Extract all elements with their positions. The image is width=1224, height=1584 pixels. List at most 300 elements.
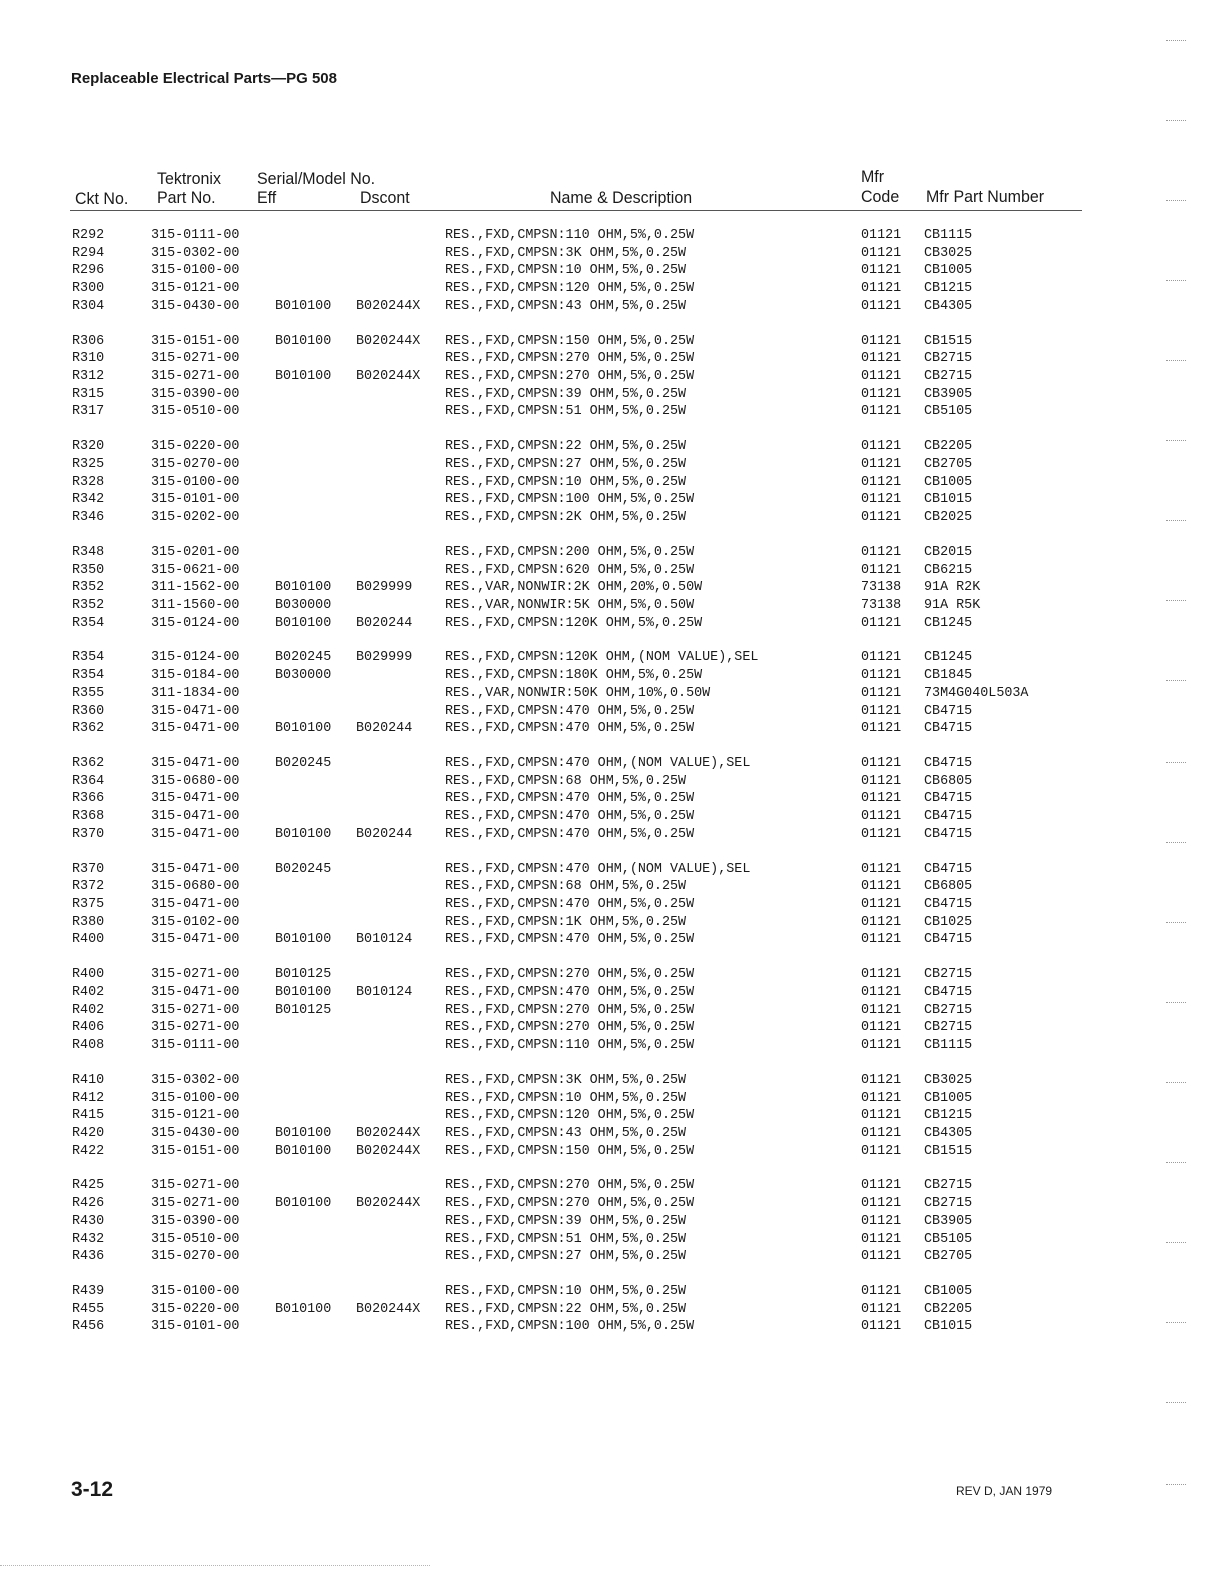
- part-no: 315-0100-00: [151, 263, 240, 279]
- description: RES.,FXD,CMPSN:39 OHM,5%,0.25W: [445, 386, 687, 402]
- margin-mark: [1166, 40, 1186, 41]
- table-row: [0, 1037, 1224, 1055]
- ckt-no: R402: [72, 1002, 105, 1018]
- part-no: 315-0510-00: [151, 1231, 240, 1247]
- ckt-no: R370: [72, 826, 105, 842]
- description: RES.,FXD,CMPSN:51 OHM,5%,0.25W: [445, 1231, 687, 1247]
- eff-serial: B010100: [275, 369, 332, 384]
- eff-serial: B010100: [275, 826, 332, 842]
- mfr-code: 01121: [861, 685, 902, 701]
- eff-serial: B010100: [275, 1196, 332, 1212]
- dscont-serial: B020244X: [356, 333, 421, 349]
- mfr-code: 01121: [861, 703, 902, 719]
- mfr-part-number: CB4715: [924, 984, 973, 1000]
- ckt-no: R306: [72, 333, 105, 349]
- mfr-code: 01121: [861, 773, 902, 789]
- mfr-code: 01121: [861, 510, 902, 525]
- description: RES.,FXD,CMPSN:100 OHM,5%,0.25W: [445, 492, 695, 508]
- mfr-part-number: CB1025: [924, 914, 973, 930]
- part-no: 315-0100-00: [151, 1090, 240, 1106]
- ckt-no: R380: [72, 914, 105, 930]
- ckt-no: R364: [72, 773, 105, 789]
- mfr-code: 01121: [861, 809, 902, 825]
- ckt-no: R436: [72, 1249, 105, 1265]
- table-row: [0, 333, 1224, 351]
- description: RES.,VAR,NONWIR:50K OHM,10%,0.50W: [445, 685, 711, 701]
- part-no: 315-0510-00: [151, 404, 240, 420]
- ckt-no: R342: [72, 492, 105, 508]
- mfr-code: 01121: [861, 1249, 902, 1265]
- table-row: [0, 703, 1224, 721]
- ckt-no: R352: [72, 580, 105, 596]
- description: RES.,FXD,CMPSN:270 OHM,5%,0.25W: [445, 967, 695, 983]
- margin-mark: [1166, 440, 1186, 441]
- dscont-serial: B020244X: [356, 1301, 421, 1317]
- table-row: [0, 896, 1224, 914]
- mfr-code: 01121: [861, 897, 902, 912]
- dscont-serial: B020244: [356, 721, 413, 737]
- mfr-code: 01121: [861, 333, 902, 349]
- mfr-part-number: 73M4G040L503A: [924, 685, 1029, 701]
- part-no: 315-0271-00: [151, 1002, 240, 1018]
- mfr-part-number: CB2715: [924, 1196, 973, 1212]
- table-row: [0, 1301, 1224, 1319]
- margin-mark: [1166, 922, 1186, 923]
- mfr-part-number: CB3025: [924, 245, 973, 261]
- table-row: [0, 984, 1224, 1002]
- bottom-rule: [0, 1565, 430, 1566]
- mfr-code: 01121: [861, 298, 902, 314]
- part-no: 315-0390-00: [151, 386, 240, 402]
- description: RES.,FXD,CMPSN:270 OHM,5%,0.25W: [445, 1178, 695, 1194]
- eff-serial: B010100: [275, 333, 332, 349]
- part-no: 315-0471-00: [151, 756, 240, 771]
- mfr-part-number: CB1005: [924, 474, 973, 490]
- table-row: [0, 438, 1224, 456]
- table-row: [0, 1195, 1224, 1213]
- eff-serial: B010125: [275, 1002, 332, 1018]
- description: RES.,FXD,CMPSN:470 OHM,5%,0.25W: [445, 984, 695, 1000]
- margin-mark: [1166, 1242, 1186, 1243]
- description: RES.,FXD,CMPSN:270 OHM,5%,0.25W: [445, 1196, 695, 1212]
- part-no: 315-0430-00: [151, 298, 240, 314]
- margin-mark: [1166, 1402, 1186, 1403]
- table-row: [0, 966, 1224, 984]
- mfr-part-number: CB2705: [924, 1249, 973, 1265]
- part-no: 315-0201-00: [151, 544, 240, 560]
- ckt-no: R350: [72, 562, 105, 578]
- description: RES.,FXD,CMPSN:200 OHM,5%,0.25W: [445, 544, 695, 560]
- dscont-serial: B029999: [356, 650, 413, 666]
- part-no: 315-0680-00: [151, 773, 240, 789]
- mfr-part-number: CB2715: [924, 1002, 973, 1018]
- table-row: [0, 491, 1224, 509]
- mfr-part-number: CB5105: [924, 1231, 973, 1247]
- ckt-no: R346: [72, 510, 105, 525]
- dscont-serial: B020244X: [356, 1143, 421, 1159]
- ckt-no: R325: [72, 456, 105, 472]
- ckt-no: R426: [72, 1196, 105, 1212]
- mfr-code: 01121: [861, 615, 902, 631]
- mfr-code: 01121: [861, 369, 902, 384]
- mfr-part-number: CB4305: [924, 1125, 973, 1141]
- mfr-part-number: CB1845: [924, 668, 973, 684]
- table-row: [0, 1283, 1224, 1301]
- part-no: 315-0101-00: [151, 1319, 240, 1335]
- mfr-part-number: CB1515: [924, 333, 973, 349]
- part-no: 315-0202-00: [151, 510, 240, 525]
- description: RES.,FXD,CMPSN:270 OHM,5%,0.25W: [445, 351, 695, 367]
- mfr-part-number: CB1215: [924, 1108, 973, 1124]
- part-no: 315-0471-00: [151, 861, 240, 877]
- margin-mark: [1166, 200, 1186, 201]
- mfr-part-number: CB4715: [924, 826, 973, 842]
- table-row: [0, 914, 1224, 932]
- table-row: [0, 456, 1224, 474]
- part-no: 315-0471-00: [151, 809, 240, 825]
- description: RES.,FXD,CMPSN:470 OHM,5%,0.25W: [445, 826, 695, 842]
- col-code: Code: [861, 187, 900, 206]
- part-no: 315-0124-00: [151, 650, 240, 666]
- mfr-code: 01121: [861, 756, 902, 771]
- ckt-no: R320: [72, 439, 105, 455]
- part-no: 315-0220-00: [151, 439, 240, 455]
- mfr-part-number: CB1115: [924, 228, 973, 243]
- mfr-part-number: CB2015: [924, 544, 973, 560]
- mfr-code: 01121: [861, 967, 902, 983]
- description: RES.,FXD,CMPSN:27 OHM,5%,0.25W: [445, 456, 687, 472]
- part-no: 315-0430-00: [151, 1125, 240, 1141]
- ckt-no: R430: [72, 1213, 105, 1229]
- table-row: [0, 826, 1224, 844]
- table-row: [0, 1107, 1224, 1125]
- part-no: 315-0101-00: [151, 492, 240, 508]
- mfr-code: 01121: [861, 492, 902, 508]
- ckt-no: R455: [72, 1301, 105, 1317]
- col-name-description: Name & Description: [550, 188, 693, 207]
- description: RES.,FXD,CMPSN:150 OHM,5%,0.25W: [445, 1143, 695, 1159]
- mfr-part-number: CB1005: [924, 263, 973, 279]
- eff-serial: B010100: [275, 615, 332, 631]
- mfr-code: 01121: [861, 1090, 902, 1106]
- mfr-part-number: CB2205: [924, 439, 973, 455]
- mfr-part-number: CB1005: [924, 1284, 973, 1299]
- mfr-part-number: CB2715: [924, 1020, 973, 1036]
- margin-mark: [1166, 600, 1186, 601]
- description: RES.,FXD,CMPSN:10 OHM,5%,0.25W: [445, 263, 687, 279]
- dscont-serial: B020244: [356, 615, 413, 631]
- ckt-no: R300: [72, 281, 105, 297]
- part-no: 315-0471-00: [151, 932, 240, 948]
- description: RES.,VAR,NONWIR:2K OHM,20%,0.50W: [445, 580, 703, 596]
- part-no: 315-0302-00: [151, 245, 240, 261]
- mfr-part-number: CB2205: [924, 1301, 973, 1317]
- ckt-no: R372: [72, 879, 105, 895]
- description: RES.,FXD,CMPSN:10 OHM,5%,0.25W: [445, 1284, 687, 1299]
- table-row: [0, 861, 1224, 879]
- ckt-no: R354: [72, 615, 105, 631]
- mfr-part-number: CB1515: [924, 1143, 973, 1159]
- table-row: [0, 227, 1224, 245]
- mfr-code: 01121: [861, 1196, 902, 1212]
- page-number: 3-12: [71, 1478, 114, 1501]
- mfr-code: 01121: [861, 1213, 902, 1229]
- mfr-part-number: CB1005: [924, 1090, 973, 1106]
- mfr-code: 01121: [861, 1319, 902, 1335]
- ckt-no: R312: [72, 369, 105, 384]
- mfr-code: 01121: [861, 1178, 902, 1194]
- ckt-no: R355: [72, 685, 105, 701]
- table-row: [0, 579, 1224, 597]
- description: RES.,FXD,CMPSN:110 OHM,5%,0.25W: [445, 228, 695, 243]
- table-row: [0, 685, 1224, 703]
- part-no: 315-0151-00: [151, 1143, 240, 1159]
- part-no: 315-0271-00: [151, 967, 240, 983]
- mfr-part-number: CB5105: [924, 404, 973, 420]
- description: RES.,FXD,CMPSN:470 OHM,(NOM VALUE),SEL: [445, 756, 751, 771]
- dscont-serial: B010124: [356, 984, 413, 1000]
- eff-serial: B030000: [275, 668, 332, 684]
- part-no: 315-0271-00: [151, 1020, 240, 1036]
- description: RES.,FXD,CMPSN:120 OHM,5%,0.25W: [445, 281, 695, 297]
- table-row: [0, 562, 1224, 580]
- description: RES.,FXD,CMPSN:10 OHM,5%,0.25W: [445, 1090, 687, 1106]
- ckt-no: R317: [72, 404, 105, 420]
- description: RES.,FXD,CMPSN:68 OHM,5%,0.25W: [445, 773, 687, 789]
- eff-serial: B010100: [275, 1125, 332, 1141]
- part-no: 315-0302-00: [151, 1072, 240, 1088]
- part-no: 315-0151-00: [151, 333, 240, 349]
- table-row: [0, 1231, 1224, 1249]
- description: RES.,FXD,CMPSN:620 OHM,5%,0.25W: [445, 562, 695, 578]
- part-no: 315-0471-00: [151, 826, 240, 842]
- description: RES.,FXD,CMPSN:1K OHM,5%,0.25W: [445, 914, 687, 930]
- mfr-part-number: CB1115: [924, 1038, 973, 1053]
- mfr-part-number: CB1245: [924, 615, 973, 631]
- table-row: [0, 720, 1224, 738]
- description: RES.,FXD,CMPSN:120 OHM,5%,0.25W: [445, 1108, 695, 1124]
- page-header: Replaceable Electrical Parts—PG 508: [71, 70, 337, 87]
- ckt-no: R352: [72, 597, 105, 613]
- mfr-part-number: CB2025: [924, 510, 973, 525]
- mfr-part-number: CB2705: [924, 456, 973, 472]
- ckt-no: R366: [72, 791, 105, 807]
- mfr-part-number: CB6805: [924, 773, 973, 789]
- mfr-code: 01121: [861, 1125, 902, 1141]
- table-row: [0, 298, 1224, 316]
- table-row: [0, 1125, 1224, 1143]
- part-no: 315-0621-00: [151, 562, 240, 578]
- dscont-serial: B020244X: [356, 1196, 421, 1212]
- mfr-part-number: CB4715: [924, 721, 973, 737]
- description: RES.,FXD,CMPSN:10 OHM,5%,0.25W: [445, 474, 687, 490]
- col-ckt-no: Ckt No.: [75, 189, 129, 208]
- mfr-code: 01121: [861, 1301, 902, 1317]
- mfr-code: 01121: [861, 914, 902, 930]
- ckt-no: R360: [72, 703, 105, 719]
- mfr-code: 01121: [861, 562, 902, 578]
- mfr-code: 01121: [861, 474, 902, 490]
- mfr-part-number: CB4305: [924, 298, 973, 314]
- description: RES.,FXD,CMPSN:470 OHM,(NOM VALUE),SEL: [445, 861, 751, 877]
- mfr-part-number: 91A R2K: [924, 580, 981, 596]
- margin-mark: [1166, 1002, 1186, 1003]
- mfr-code: 01121: [861, 281, 902, 297]
- mfr-code: 01121: [861, 1072, 902, 1088]
- dscont-serial: B020244X: [356, 298, 421, 314]
- dscont-serial: B010124: [356, 932, 413, 948]
- ckt-no: R304: [72, 298, 105, 314]
- part-no: 311-1562-00: [151, 580, 240, 596]
- ckt-no: R310: [72, 351, 105, 367]
- description: RES.,FXD,CMPSN:100 OHM,5%,0.25W: [445, 1319, 695, 1335]
- revision-date: REV D, JAN 1979: [956, 1484, 1053, 1498]
- description: RES.,FXD,CMPSN:470 OHM,5%,0.25W: [445, 703, 695, 719]
- ckt-no: R362: [72, 721, 105, 737]
- col-mfr: Mfr: [861, 167, 885, 186]
- part-no: 315-0111-00: [151, 228, 240, 243]
- description: RES.,FXD,CMPSN:27 OHM,5%,0.25W: [445, 1249, 687, 1265]
- margin-mark: [1166, 680, 1186, 681]
- table-row: [0, 1213, 1224, 1231]
- mfr-part-number: CB4715: [924, 791, 973, 807]
- mfr-code: 01121: [861, 826, 902, 842]
- ckt-no: R292: [72, 228, 105, 243]
- table-row: [0, 755, 1224, 773]
- ckt-no: R400: [72, 967, 105, 983]
- mfr-part-number: CB2715: [924, 369, 973, 384]
- mfr-code: 01121: [861, 456, 902, 472]
- mfr-part-number: 91A R5K: [924, 597, 981, 613]
- description: RES.,FXD,CMPSN:43 OHM,5%,0.25W: [445, 298, 687, 314]
- part-no: 315-0220-00: [151, 1301, 240, 1317]
- description: RES.,FXD,CMPSN:270 OHM,5%,0.25W: [445, 369, 695, 384]
- col-tektronix: Tektronix: [157, 169, 221, 188]
- mfr-code: 01121: [861, 439, 902, 455]
- table-row: [0, 368, 1224, 386]
- part-no: 315-0121-00: [151, 281, 240, 297]
- dscont-serial: B020244: [356, 826, 413, 842]
- ckt-no: R439: [72, 1284, 105, 1299]
- part-no: 315-0271-00: [151, 1196, 240, 1212]
- ckt-no: R354: [72, 650, 105, 666]
- mfr-part-number: CB1245: [924, 650, 973, 666]
- table-row: [0, 667, 1224, 685]
- description: RES.,FXD,CMPSN:68 OHM,5%,0.25W: [445, 879, 687, 895]
- eff-serial: B010125: [275, 967, 332, 983]
- mfr-code: 01121: [861, 861, 902, 877]
- table-row: [0, 597, 1224, 615]
- mfr-part-number: CB4715: [924, 809, 973, 825]
- part-no: 315-0390-00: [151, 1213, 240, 1229]
- col-mfr-part-number: Mfr Part Number: [926, 187, 1045, 206]
- description: RES.,FXD,CMPSN:39 OHM,5%,0.25W: [445, 1213, 687, 1229]
- eff-serial: B030000: [275, 597, 332, 613]
- ckt-no: R362: [72, 756, 105, 771]
- mfr-code: 01121: [861, 263, 902, 279]
- description: RES.,FXD,CMPSN:110 OHM,5%,0.25W: [445, 1038, 695, 1053]
- mfr-code: 01121: [861, 668, 902, 684]
- ckt-no: R422: [72, 1143, 105, 1159]
- mfr-code: 01121: [861, 1143, 902, 1159]
- table-row: [0, 1143, 1224, 1161]
- part-no: 315-0471-00: [151, 791, 240, 807]
- part-no: 315-0471-00: [151, 703, 240, 719]
- mfr-code: 01121: [861, 351, 902, 367]
- table-row: [0, 1177, 1224, 1195]
- mfr-code: 01121: [861, 650, 902, 666]
- description: RES.,FXD,CMPSN:120K OHM,5%,0.25W: [445, 615, 703, 631]
- mfr-part-number: CB1215: [924, 281, 973, 297]
- table-row: [0, 245, 1224, 263]
- ckt-no: R410: [72, 1072, 105, 1088]
- col-serial-model: Serial/Model No.: [257, 169, 376, 188]
- mfr-part-number: CB3905: [924, 386, 973, 402]
- table-row: [0, 544, 1224, 562]
- part-no: 315-0471-00: [151, 721, 240, 737]
- table-row: [0, 1019, 1224, 1037]
- margin-mark: [1166, 280, 1186, 281]
- mfr-code: 01121: [861, 721, 902, 737]
- eff-serial: B020245: [275, 861, 332, 877]
- description: RES.,FXD,CMPSN:22 OHM,5%,0.25W: [445, 439, 687, 455]
- part-no: 315-0471-00: [151, 897, 240, 912]
- mfr-part-number: CB6805: [924, 879, 973, 895]
- ckt-no: R348: [72, 544, 105, 560]
- mfr-part-number: CB3025: [924, 1072, 973, 1088]
- table-row: [0, 474, 1224, 492]
- table-row: [0, 1002, 1224, 1020]
- ckt-no: R375: [72, 897, 105, 912]
- eff-serial: B010100: [275, 298, 332, 314]
- part-no: 315-0121-00: [151, 1108, 240, 1124]
- part-no: 315-0111-00: [151, 1038, 240, 1053]
- mfr-code: 01121: [861, 544, 902, 560]
- eff-serial: B010100: [275, 580, 332, 596]
- mfr-code: 01121: [861, 228, 902, 243]
- col-part-no: Part No.: [157, 188, 216, 207]
- mfr-code: 01121: [861, 245, 902, 261]
- mfr-part-number: CB4715: [924, 897, 973, 912]
- mfr-part-number: CB6215: [924, 562, 973, 578]
- description: RES.,FXD,CMPSN:2K OHM,5%,0.25W: [445, 510, 687, 525]
- description: RES.,FXD,CMPSN:470 OHM,5%,0.25W: [445, 932, 695, 948]
- mfr-code: 01121: [861, 386, 902, 402]
- eff-serial: B010100: [275, 984, 332, 1000]
- ckt-no: R294: [72, 245, 105, 261]
- part-no: 315-0471-00: [151, 984, 240, 1000]
- ckt-no: R328: [72, 474, 105, 490]
- part-no: 315-0271-00: [151, 1178, 240, 1194]
- mfr-code: 73138: [861, 597, 902, 613]
- ckt-no: R296: [72, 263, 105, 279]
- eff-serial: B010100: [275, 1143, 332, 1159]
- description: RES.,FXD,CMPSN:270 OHM,5%,0.25W: [445, 1002, 695, 1018]
- table-row: [0, 615, 1224, 633]
- mfr-code: 73138: [861, 580, 902, 596]
- description: RES.,FXD,CMPSN:120K OHM,(NOM VALUE),SEL: [445, 650, 759, 666]
- ckt-no: R425: [72, 1178, 105, 1194]
- description: RES.,FXD,CMPSN:470 OHM,5%,0.25W: [445, 897, 695, 912]
- part-no: 315-0271-00: [151, 369, 240, 384]
- description: RES.,FXD,CMPSN:3K OHM,5%,0.25W: [445, 245, 687, 261]
- table-row: [0, 649, 1224, 667]
- description: RES.,FXD,CMPSN:470 OHM,5%,0.25W: [445, 791, 695, 807]
- dscont-serial: B020244X: [356, 369, 421, 384]
- mfr-part-number: CB2715: [924, 351, 973, 367]
- part-no: 315-0100-00: [151, 474, 240, 490]
- description: RES.,FXD,CMPSN:150 OHM,5%,0.25W: [445, 333, 695, 349]
